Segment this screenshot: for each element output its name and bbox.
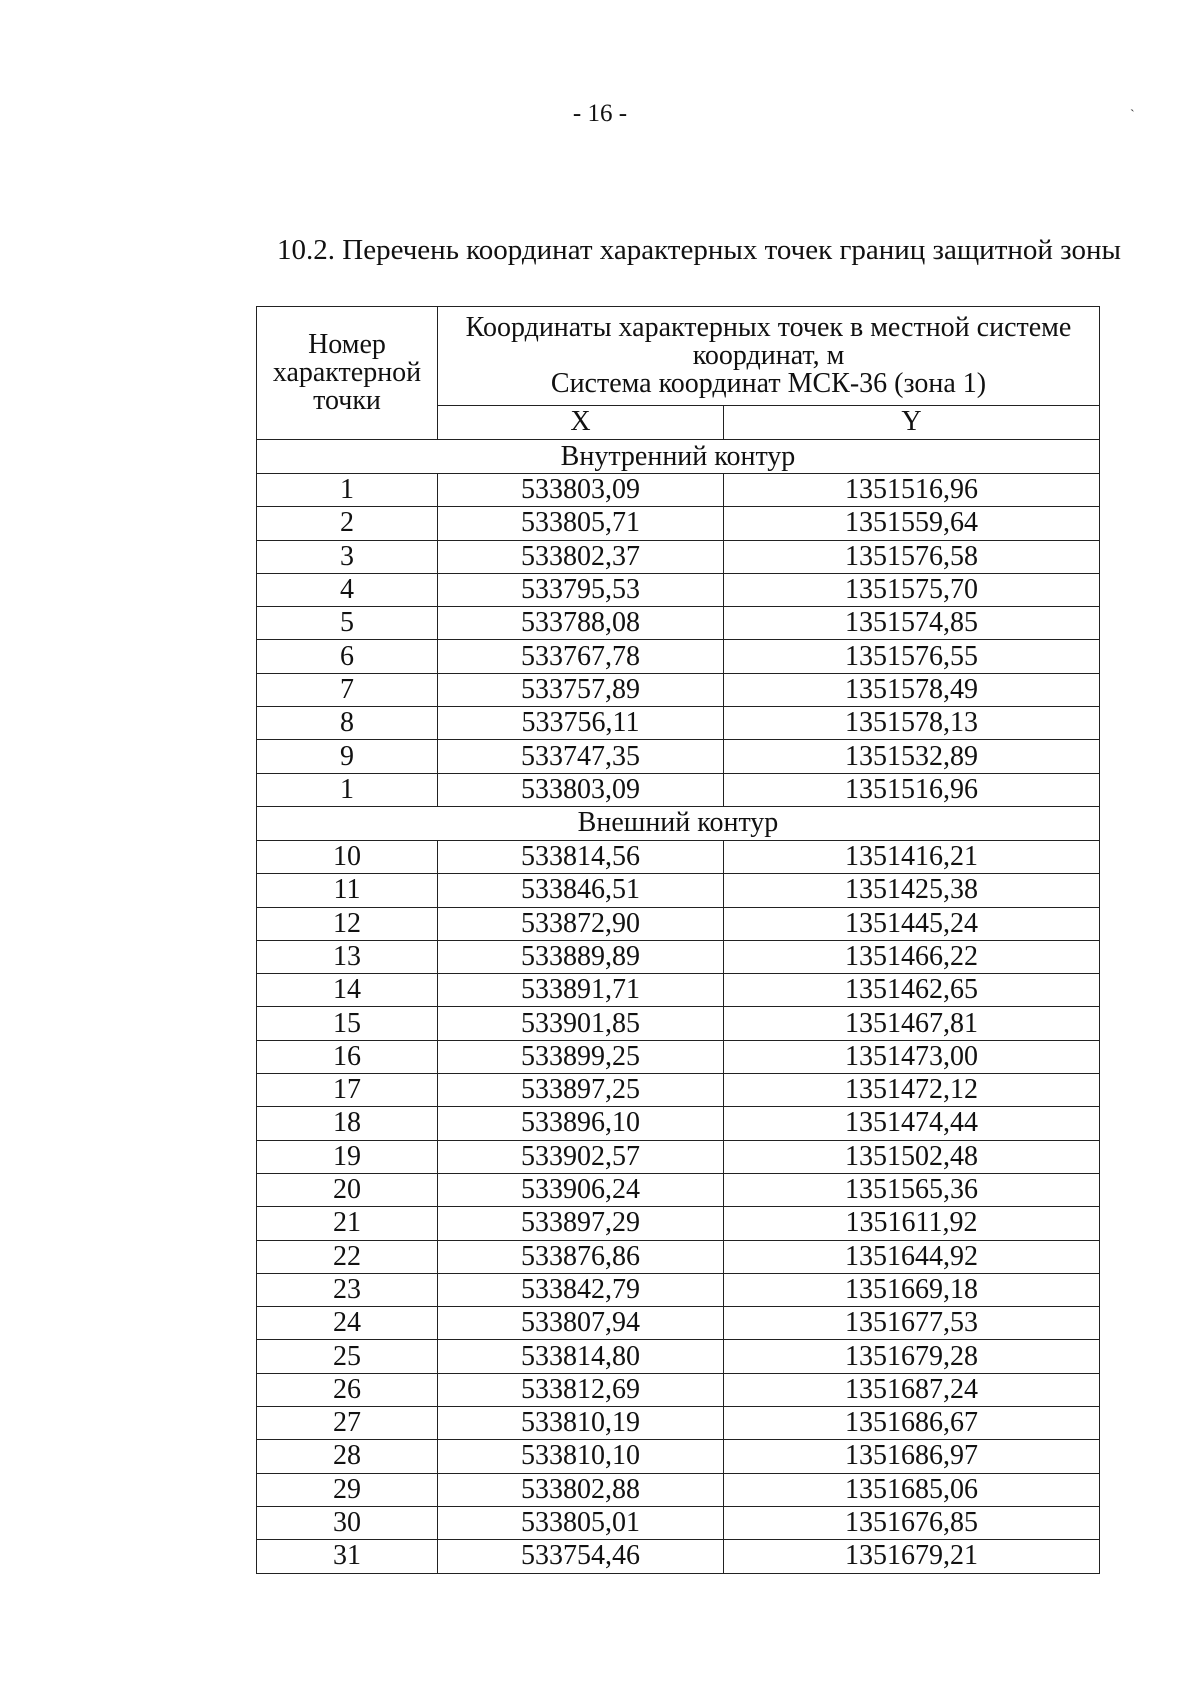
- y-coordinate-cell: 1351575,70: [724, 573, 1100, 606]
- section-title: 10.2. Перечень координат характерных точек границ защитной зоны: [277, 234, 1121, 266]
- table-row: [257, 940, 1100, 973]
- x-coordinate-cell: 533810,10: [438, 1440, 724, 1473]
- table-row: [257, 907, 1100, 940]
- table-row: [257, 840, 1100, 873]
- y-coordinate-cell: 1351502,48: [724, 1140, 1100, 1173]
- y-coordinate-cell: 1351559,64: [724, 507, 1100, 540]
- y-coordinate-cell: 1351474,44: [724, 1107, 1100, 1140]
- coordinates-header: [438, 307, 1100, 406]
- point-number-cell: 13: [257, 940, 438, 973]
- table-row: [257, 1207, 1100, 1240]
- x-coordinate-cell: 533876,86: [438, 1240, 724, 1273]
- y-coordinate-cell: 1351685,06: [724, 1473, 1100, 1506]
- x-coordinate-cell: 533814,56: [438, 840, 724, 873]
- x-coordinate-cell: 533842,79: [438, 1273, 724, 1306]
- table-row: [257, 640, 1100, 673]
- y-coordinate-cell: 1351644,92: [724, 1240, 1100, 1273]
- point-number-cell: 6: [257, 640, 438, 673]
- point-number-cell: 2: [257, 507, 438, 540]
- table-row: [257, 1340, 1100, 1373]
- point-number-cell: 12: [257, 907, 438, 940]
- table-row: [257, 474, 1100, 507]
- y-coordinate-cell: 1351578,49: [724, 673, 1100, 706]
- y-coordinate-cell: 1351578,13: [724, 707, 1100, 740]
- point-number-header: Номер характерной точки: [257, 307, 438, 440]
- section-title-cell: Внутренний контур: [257, 440, 1100, 474]
- point-number-cell: 30: [257, 1506, 438, 1539]
- table-row: [257, 507, 1100, 540]
- point-number-cell: 29: [257, 1473, 438, 1506]
- x-coordinate-cell: 533889,89: [438, 940, 724, 973]
- y-coordinate-cell: 1351686,67: [724, 1407, 1100, 1440]
- table-row: [257, 1173, 1100, 1206]
- y-coordinate-cell: 1351677,53: [724, 1307, 1100, 1340]
- table-row: [257, 1040, 1100, 1073]
- x-coordinate-cell: 533757,89: [438, 673, 724, 706]
- point-number-cell: 1: [257, 474, 438, 507]
- point-number-cell: 23: [257, 1273, 438, 1306]
- point-number-cell: 28: [257, 1440, 438, 1473]
- table-row: [257, 1373, 1100, 1406]
- table-row: [257, 773, 1100, 806]
- y-coordinate-cell: 1351462,65: [724, 974, 1100, 1007]
- y-coordinate-cell: 1351472,12: [724, 1074, 1100, 1107]
- point-number-cell: 15: [257, 1007, 438, 1040]
- x-coordinate-cell: 533897,29: [438, 1207, 724, 1240]
- y-coordinate-cell: 1351532,89: [724, 740, 1100, 773]
- table-row: [257, 1506, 1100, 1539]
- table-row: [257, 740, 1100, 773]
- point-number-cell: 20: [257, 1173, 438, 1206]
- y-coordinate-cell: 1351466,22: [724, 940, 1100, 973]
- x-column-header: X: [438, 405, 724, 439]
- x-coordinate-cell: 533805,71: [438, 507, 724, 540]
- table-row: [257, 1273, 1100, 1306]
- point-number-cell: 1: [257, 773, 438, 806]
- table-row: [257, 1473, 1100, 1506]
- y-coordinate-cell: 1351576,58: [724, 540, 1100, 573]
- x-coordinate-cell: 533846,51: [438, 874, 724, 907]
- y-coordinate-cell: 1351473,00: [724, 1040, 1100, 1073]
- table-body: [257, 440, 1100, 1574]
- table-row: [257, 1107, 1100, 1140]
- point-number-cell: 17: [257, 1074, 438, 1107]
- y-coordinate-cell: 1351669,18: [724, 1273, 1100, 1306]
- point-number-cell: 27: [257, 1407, 438, 1440]
- x-coordinate-cell: 533899,25: [438, 1040, 724, 1073]
- y-coordinate-cell: 1351679,21: [724, 1540, 1100, 1573]
- x-coordinate-cell: 533802,88: [438, 1473, 724, 1506]
- x-coordinate-cell: 533906,24: [438, 1173, 724, 1206]
- point-number-cell: 21: [257, 1207, 438, 1240]
- point-number-cell: 24: [257, 1307, 438, 1340]
- y-coordinate-cell: 1351611,92: [724, 1207, 1100, 1240]
- y-coordinate-cell: 1351516,96: [724, 474, 1100, 507]
- y-coordinate-cell: 1351676,85: [724, 1506, 1100, 1539]
- y-coordinate-cell: 1351574,85: [724, 607, 1100, 640]
- y-coordinate-cell: 1351679,28: [724, 1340, 1100, 1373]
- point-number-cell: 7: [257, 673, 438, 706]
- coordinates-header-line2: Система координат МСК-36 (зона 1): [550, 367, 987, 399]
- point-number-cell: 4: [257, 573, 438, 606]
- x-coordinate-cell: 533814,80: [438, 1340, 724, 1373]
- point-number-cell: 16: [257, 1040, 438, 1073]
- table-row: [257, 1240, 1100, 1273]
- point-number-cell: 22: [257, 1240, 438, 1273]
- x-coordinate-cell: 533788,08: [438, 607, 724, 640]
- y-coordinate-cell: 1351425,38: [724, 874, 1100, 907]
- y-coordinate-cell: 1351687,24: [724, 1373, 1100, 1406]
- table-row: [257, 1440, 1100, 1473]
- x-coordinate-cell: 533810,19: [438, 1407, 724, 1440]
- x-coordinate-cell: 533902,57: [438, 1140, 724, 1173]
- point-number-cell: 26: [257, 1373, 438, 1406]
- table-row: [257, 1540, 1100, 1573]
- section-row: [257, 806, 1100, 840]
- point-number-cell: 9: [257, 740, 438, 773]
- x-coordinate-cell: 533803,09: [438, 474, 724, 507]
- section-row: [257, 440, 1100, 474]
- point-number-cell: 5: [257, 607, 438, 640]
- coordinates-table: [256, 306, 1100, 1574]
- x-coordinate-cell: 533795,53: [438, 573, 724, 606]
- table-row: [257, 573, 1100, 606]
- point-number-cell: 14: [257, 974, 438, 1007]
- section-title-cell: Внешний контур: [257, 806, 1100, 840]
- x-coordinate-cell: 533896,10: [438, 1107, 724, 1140]
- x-coordinate-cell: 533807,94: [438, 1307, 724, 1340]
- table-row: [257, 1140, 1100, 1173]
- table-row: [257, 1407, 1100, 1440]
- y-coordinate-cell: 1351467,81: [724, 1007, 1100, 1040]
- table-row: [257, 874, 1100, 907]
- table-row: [257, 1074, 1100, 1107]
- x-coordinate-cell: 533803,09: [438, 773, 724, 806]
- x-coordinate-cell: 533805,01: [438, 1506, 724, 1539]
- y-coordinate-cell: 1351516,96: [724, 773, 1100, 806]
- table-row: [257, 607, 1100, 640]
- y-coordinate-cell: 1351565,36: [724, 1173, 1100, 1206]
- table-row: [257, 974, 1100, 1007]
- x-coordinate-cell: 533812,69: [438, 1373, 724, 1406]
- point-number-cell: 10: [257, 840, 438, 873]
- point-number-cell: 25: [257, 1340, 438, 1373]
- point-number-cell: 3: [257, 540, 438, 573]
- table-row: [257, 673, 1100, 706]
- y-coordinate-cell: 1351686,97: [724, 1440, 1100, 1473]
- page-number: - 16 -: [572, 100, 628, 127]
- x-coordinate-cell: 533872,90: [438, 907, 724, 940]
- y-coordinate-cell: 1351445,24: [724, 907, 1100, 940]
- point-number-cell: 8: [257, 707, 438, 740]
- table-row: [257, 1007, 1100, 1040]
- x-coordinate-cell: 533756,11: [438, 707, 724, 740]
- point-number-cell: 11: [257, 874, 438, 907]
- table-row: [257, 540, 1100, 573]
- table-row: [257, 707, 1100, 740]
- x-coordinate-cell: 533802,37: [438, 540, 724, 573]
- point-number-cell: 19: [257, 1140, 438, 1173]
- x-coordinate-cell: 533767,78: [438, 640, 724, 673]
- table-row: [257, 1307, 1100, 1340]
- y-coordinate-cell: 1351416,21: [724, 840, 1100, 873]
- point-number-cell: 18: [257, 1107, 438, 1140]
- point-number-cell: 31: [257, 1540, 438, 1573]
- y-coordinate-cell: 1351576,55: [724, 640, 1100, 673]
- x-coordinate-cell: 533897,25: [438, 1074, 724, 1107]
- x-coordinate-cell: 533891,71: [438, 974, 724, 1007]
- x-coordinate-cell: 533901,85: [438, 1007, 724, 1040]
- x-coordinate-cell: 533747,35: [438, 740, 724, 773]
- y-column-header: Y: [724, 405, 1100, 439]
- coordinates-header-line1: Координаты характерных точек в местной системе координат, м: [465, 311, 1072, 371]
- table-header: [257, 307, 1100, 440]
- scan-speck-mark: `: [1130, 108, 1135, 123]
- x-coordinate-cell: 533754,46: [438, 1540, 724, 1573]
